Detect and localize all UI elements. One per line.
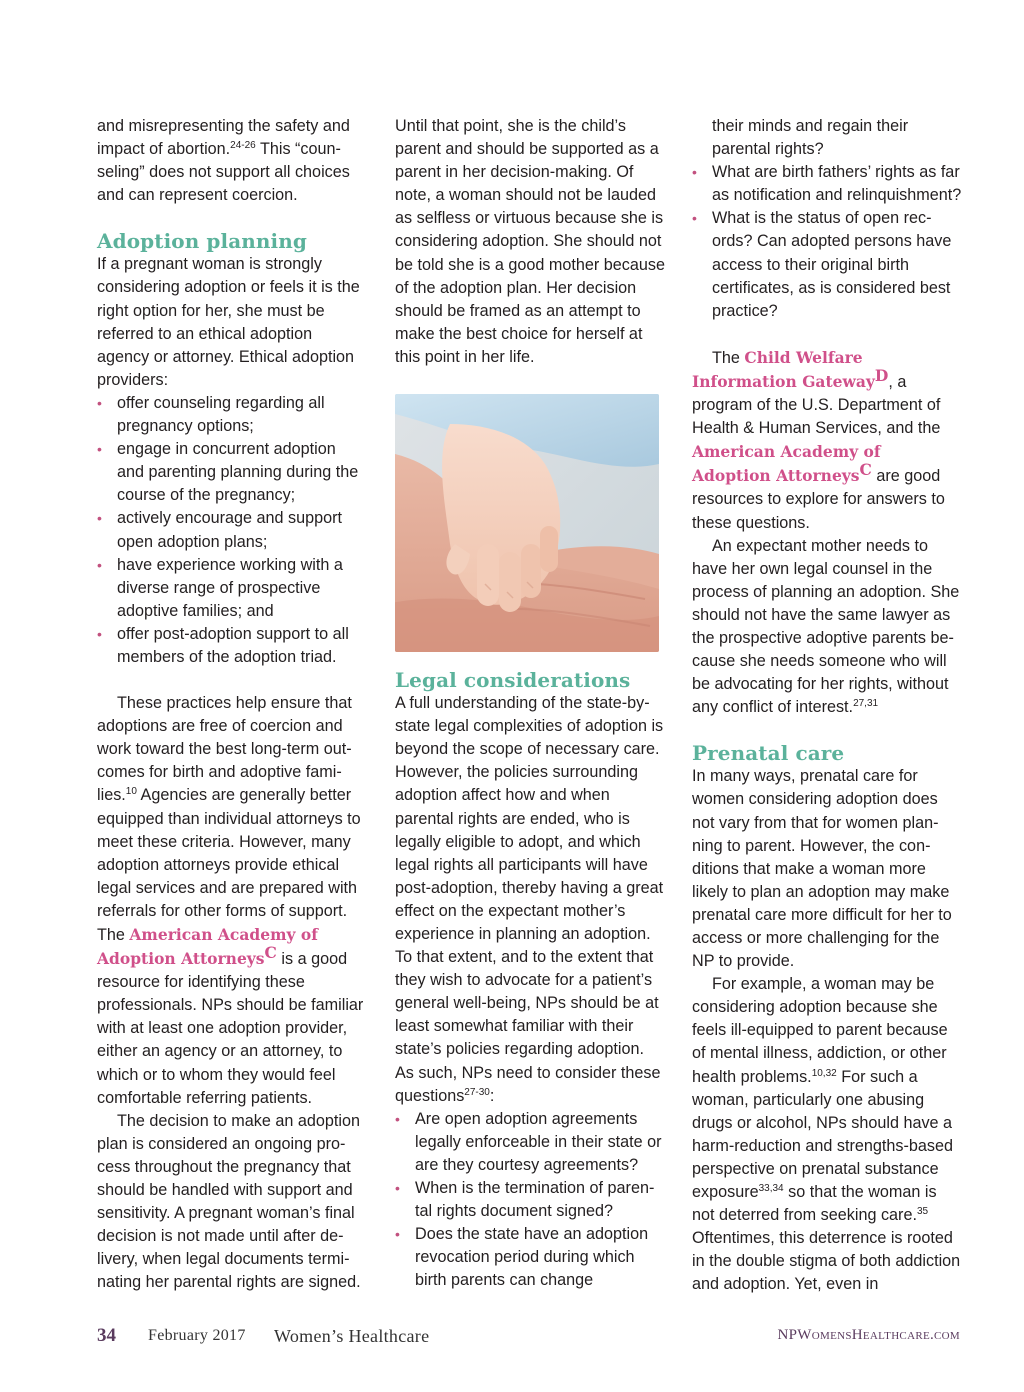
citation: 27-30 <box>464 1086 490 1098</box>
legal-questions-list-continued <box>692 161 962 323</box>
legal-questions-list <box>395 1108 665 1293</box>
paragraph: For example, a woman may be considering adoption because she feels ill-equipped to parent because of mental illness, addiction, or other health problems.$^{10,32}$ For such a woman, particularly one abusing drugs or alcohol, NPs should have a harm-reduction and strengths-based perspective on prenatal substance exposure$^{33,34}$ so that the woman is not deterred from seeking care.$^{35}$ Oftentimes, this deterrence is rooted in the double stigma of both addiction and adoption. Yet, even in <box>692 975 961 1294</box>
list-item: • have experience working with a diverse range of prospective adoptive families; and <box>97 554 367 623</box>
list-item: • Are open adoption agreements legally enforceable in their state or are they courtesy agreements? <box>395 1108 665 1177</box>
citation: 27,31 <box>853 698 879 710</box>
citation: C <box>264 943 277 963</box>
list-item: • What is the status of open records? Can adopted persons have access to their original birth certificates, as is considered best practice? <box>692 207 962 322</box>
ethical-providers-list <box>97 392 367 669</box>
citation: 33,34 <box>758 1183 784 1195</box>
issue-date: February 2017 <box>148 1327 246 1344</box>
paragraph: In many ways, prenatal care for women considering adoption does not vary from that for women planning to parent. However, the conditions that make a woman more likely to plan an adoption may make prenatal care more difficult for her to access or more challenging for the NP to provide. <box>692 767 952 971</box>
link-american-academy-adoption-attorneys[interactable]: American Academy of Adoption Attorneys <box>692 442 881 486</box>
list-item: • engage in concurrent adoption and parenting planning during the course of the pregnancy; <box>97 438 367 507</box>
list-item: • actively encourage and support open adoption plans; <box>97 507 367 553</box>
paragraph: The Child Welfare Information Gateway$^D$, a program of the U.S. Department of Health & Human Services, and the American Academy of Adoption Attorneys$^C$ are good resources to explore for answers to these questions. <box>692 347 945 532</box>
paragraph: The decision to make an adoption plan is considered an ongoing process throughout the pregnancy that should be handled with support and sensitivity. A pregnant woman’s final decision is not made until after delivery, when legal documents terminating her parental rights are signed. <box>97 1111 361 1292</box>
citation: 24-26 <box>230 140 256 152</box>
paragraph: If a pregnant woman is strongly considering adoption or feels it is the right option for her, she must be referred to an ethical adoption agency or attorney. Ethical adoption providers: <box>97 255 360 389</box>
heading-adoption-planning: Adoption planning <box>97 229 307 254</box>
list-item: • offer post-adoption support to all members of the adoption triad. <box>97 623 367 669</box>
citation: D <box>874 365 889 385</box>
column-2 <box>395 115 665 1292</box>
magazine-title: Women’s Healthcare <box>274 1326 430 1346</box>
list-item: • What are birth fathers’ rights as far as notification and relinquishment? <box>692 161 962 207</box>
list-item-continued: their minds and regain their parental rights? <box>712 117 909 159</box>
citation: 35 <box>916 1206 929 1218</box>
list-item: • Does the state have an adoption revocation period during which birth parents can change <box>395 1223 665 1292</box>
link-child-welfare-information-gateway[interactable]: Child Welfare Information Gateway <box>692 347 875 391</box>
paragraph: and misrepresenting the safety and impact of abortion.$^{24-26}$ This “counseling” does not support all choices and can represent coercion. <box>97 117 350 205</box>
list-item: • offer counseling regarding all pregnancy options; <box>97 392 367 438</box>
page-number: 34 <box>97 1325 116 1346</box>
citation: 10,32 <box>811 1067 837 1079</box>
paragraph: An expectant mother needs to have her own legal counsel in the process of planning an adoption. She should not have the same lawyer as the prospective adoptive parents because she needs someone who will be advocating for her rights, without any conflict of interest.$^{27,31}$ <box>692 536 960 717</box>
heading-prenatal-care: Prenatal care <box>692 741 845 766</box>
heading-legal-considerations: Legal considerations <box>395 668 631 693</box>
link-american-academy-adoption-attorneys[interactable]: American Academy of Adoption Attorneys <box>97 925 318 969</box>
citation: 10 <box>125 786 137 798</box>
column-3 <box>692 115 962 1297</box>
baby-hand-photo <box>395 394 659 652</box>
paragraph: Until that point, she is the child’s parent and should be supported as a parent in her decision-making. Of note, a woman should not be lauded as selfless or virtuous because she is considering adoption. She should not be told she is a good mother because of the adoption plan. Her decision should be framed as an attempt to make the best choice for herself at this point in her life. <box>395 117 665 366</box>
page-footer <box>97 1325 960 1349</box>
list-item: • When is the termination of parental rights document signed? <box>395 1177 665 1223</box>
website-link[interactable]: NPWomensHealthcare.com <box>777 1327 960 1343</box>
citation: C <box>859 460 872 480</box>
paragraph: A full understanding of the state-by-state legal complexities of adoption is beyond the scope of necessary care. However, the policies surrounding adoption affect how and when parental rights are ended, who is legally eligible to adopt, and which legal rights all participants will have post-adoption, thereby having a great effect on the expectant mother’s experience in planning an adoption. To that extent, and to the extent that they wish to advocate for a patient’s general well-being, NPs should be at least somewhat familiar with their state’s policies regarding adoption. As such, NPs need to consider these questions$^{27-30}$: <box>395 694 664 1105</box>
paragraph: These practices help ensure that adoptions are free of coercion and work toward the best long-term outcomes for birth and adoptive families.$^{10}$ Agencies are generally better equipped than individual attorneys to meet these criteria. However, many adoption attorneys provide ethical legal services and are prepared with referrals for other forms of support. The American Academy of Adoption Attorneys$^C$ is a good resource for identifying these professionals. NPs should be familiar with at least one adoption provider, either an agency or an attorney, to which or to whom they would feel comfortable referring patients. <box>97 694 364 1107</box>
column-1 <box>97 115 367 1295</box>
